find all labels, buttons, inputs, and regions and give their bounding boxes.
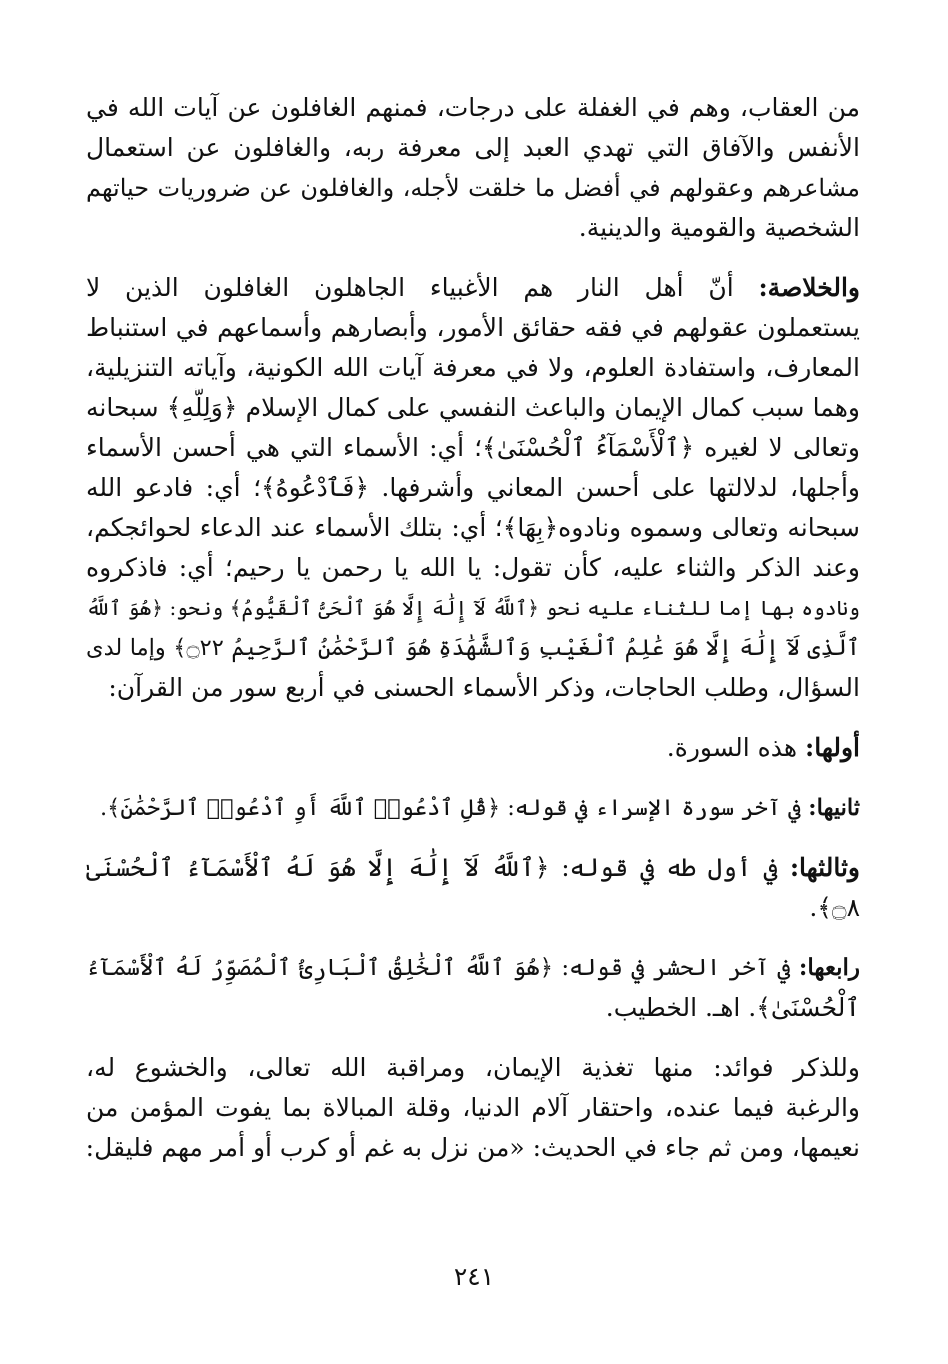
text-line: وتعالى لا لغيره ﴿ٱلْأَسْمَآءُ ٱلْحُسْنَىٰ﴾؛ أي: الأسماء التي هي أحسن الأسماء (86, 433, 860, 462)
text-line (86, 268, 860, 308)
text-line: ونادوه بها إما للثناء عليه نحو ﴿ٱللَّهُ لَآ إِلَٰهَ إِلَّا هُوَ ٱلْحَىُّ ٱلْقَيُّومُ﴾ ونحو: ﴿هُوَ ٱللَّهُ (86, 596, 860, 620)
page-number: ٢٤١ (453, 1262, 495, 1291)
item-label: ثانيها: (808, 795, 860, 821)
item-fourth (86, 948, 860, 1028)
text-line (86, 788, 860, 828)
item-second (86, 788, 860, 828)
text-line (86, 728, 860, 768)
item-text: في أول طه في قوله: ﴿ٱللَّهُ لَآ إِلَٰهَ إِلَّا هُوَ لَهُ ٱلْأَسْمَآءُ ٱلْحُسْنَىٰ (86, 853, 790, 882)
text-line: الأنفس والآفاق التي تهدي العبد إلى معرفة ربه، والغافلون عن استعمال (86, 133, 860, 162)
paragraph-intro (86, 88, 860, 248)
item-first (86, 728, 860, 768)
text-line: وهما سبب كمال الإيمان والباعث النفسي على كمال الإسلام ﴿وَلِلَّهِ﴾ سبحانه (86, 393, 860, 422)
text-line: وعند الذكر والثناء عليه، كأن تقول: يا الله يا رحمن يا رحيم؛ أي: فاذكروه (86, 553, 860, 582)
text-line: السؤال، وطلب الحاجات، وذكر الأسماء الحسنى في أربع سور من القرآن: (108, 673, 860, 702)
item-third (86, 848, 860, 928)
text-line (86, 848, 860, 888)
text-line: وأجلها، لدلالتها على أحسن المعاني وأشرفها. ﴿فَٱدْعُوهُ﴾؛ أي: فادعو الله (86, 473, 860, 502)
summary-first-line: أنّ أهل النار هم الأغبياء الجاهلون الغافلون الذين لا (86, 273, 759, 302)
item-label: أولها: (804, 733, 860, 762)
text-line: وللذكر فوائد: منها تغذية الإيمان، ومراقبة الله تعالى، والخشوع له، (86, 1053, 860, 1082)
summary-lead: والخلاصة: (758, 273, 860, 302)
paragraph-summary (86, 268, 860, 708)
text-line: ٱلَّذِى لَآ إِلَٰهَ إِلَّا هُوَ عَٰلِمُ ٱلْغَيْبِ وَٱلشَّهَٰدَةِ هُوَ ٱلرَّحْمَٰنُ ٱلرَّحِيمُ ۝٢٢﴾ وإما لدى (86, 635, 860, 661)
text-line (86, 948, 860, 988)
text-line: المعارف، واستفادة العلوم، ولا في معرفة آيات الله الكونية، وآياته التنزيلية، (86, 353, 860, 382)
text-line: ۝٨﴾. (809, 893, 860, 922)
text-line: ٱلْحُسْنَىٰ﴾. اهـ. الخطيب. (605, 993, 860, 1022)
text-line: مشاعرهم وعقولهم في أفضل ما خلقت لأجله، والغافلون عن ضروريات حياتهم (86, 174, 860, 202)
text-line: نعيمها، ومن ثم جاء في الحديث: «من نزل به غم أو كرب أو أمر مهم فليقل: (86, 1133, 860, 1162)
text-line: والرغبة فيما عنده، واحتقار آلام الدنيا، وقلة المبالاة بما يفوت المؤمن من (86, 1093, 860, 1122)
item-text: هذه السورة. (666, 733, 805, 762)
item-text: في آخر سورة الإسراء في قوله: ﴿قُلِ ٱدْعُوا۟ ٱللَّهَ أَوِ ٱدْعُوا۟ ٱلرَّحْمَٰنَ﴾. (100, 795, 809, 821)
text-line: يستعملون عقولهم في فقه حقائق الأمور، وأبصارهم وأسماعهم في استنباط (86, 313, 860, 342)
text-line: الشخصية والقومية والدينية. (578, 213, 860, 242)
item-label: وثالثها: (789, 853, 860, 882)
text-line: سبحانه وتعالى وسموه ونادوه﴿بِهَا﴾؛ أي: بتلك الأسماء عند الدعاء لحوائجكم، (86, 513, 860, 542)
paragraph-benefits (86, 1048, 860, 1168)
text-line: من العقاب، وهم في الغفلة على درجات، فمنهم الغافلون عن آيات الله في (86, 93, 860, 122)
item-text: في آخر الحشر في قوله: ﴿هُوَ ٱللَّهُ ٱلْخَٰلِقُ ٱلْبَارِئُ ٱلْمُصَوِّرُ لَهُ ٱلْأَسْمَآءُ (86, 955, 799, 981)
item-label: رابعها: (798, 954, 860, 981)
